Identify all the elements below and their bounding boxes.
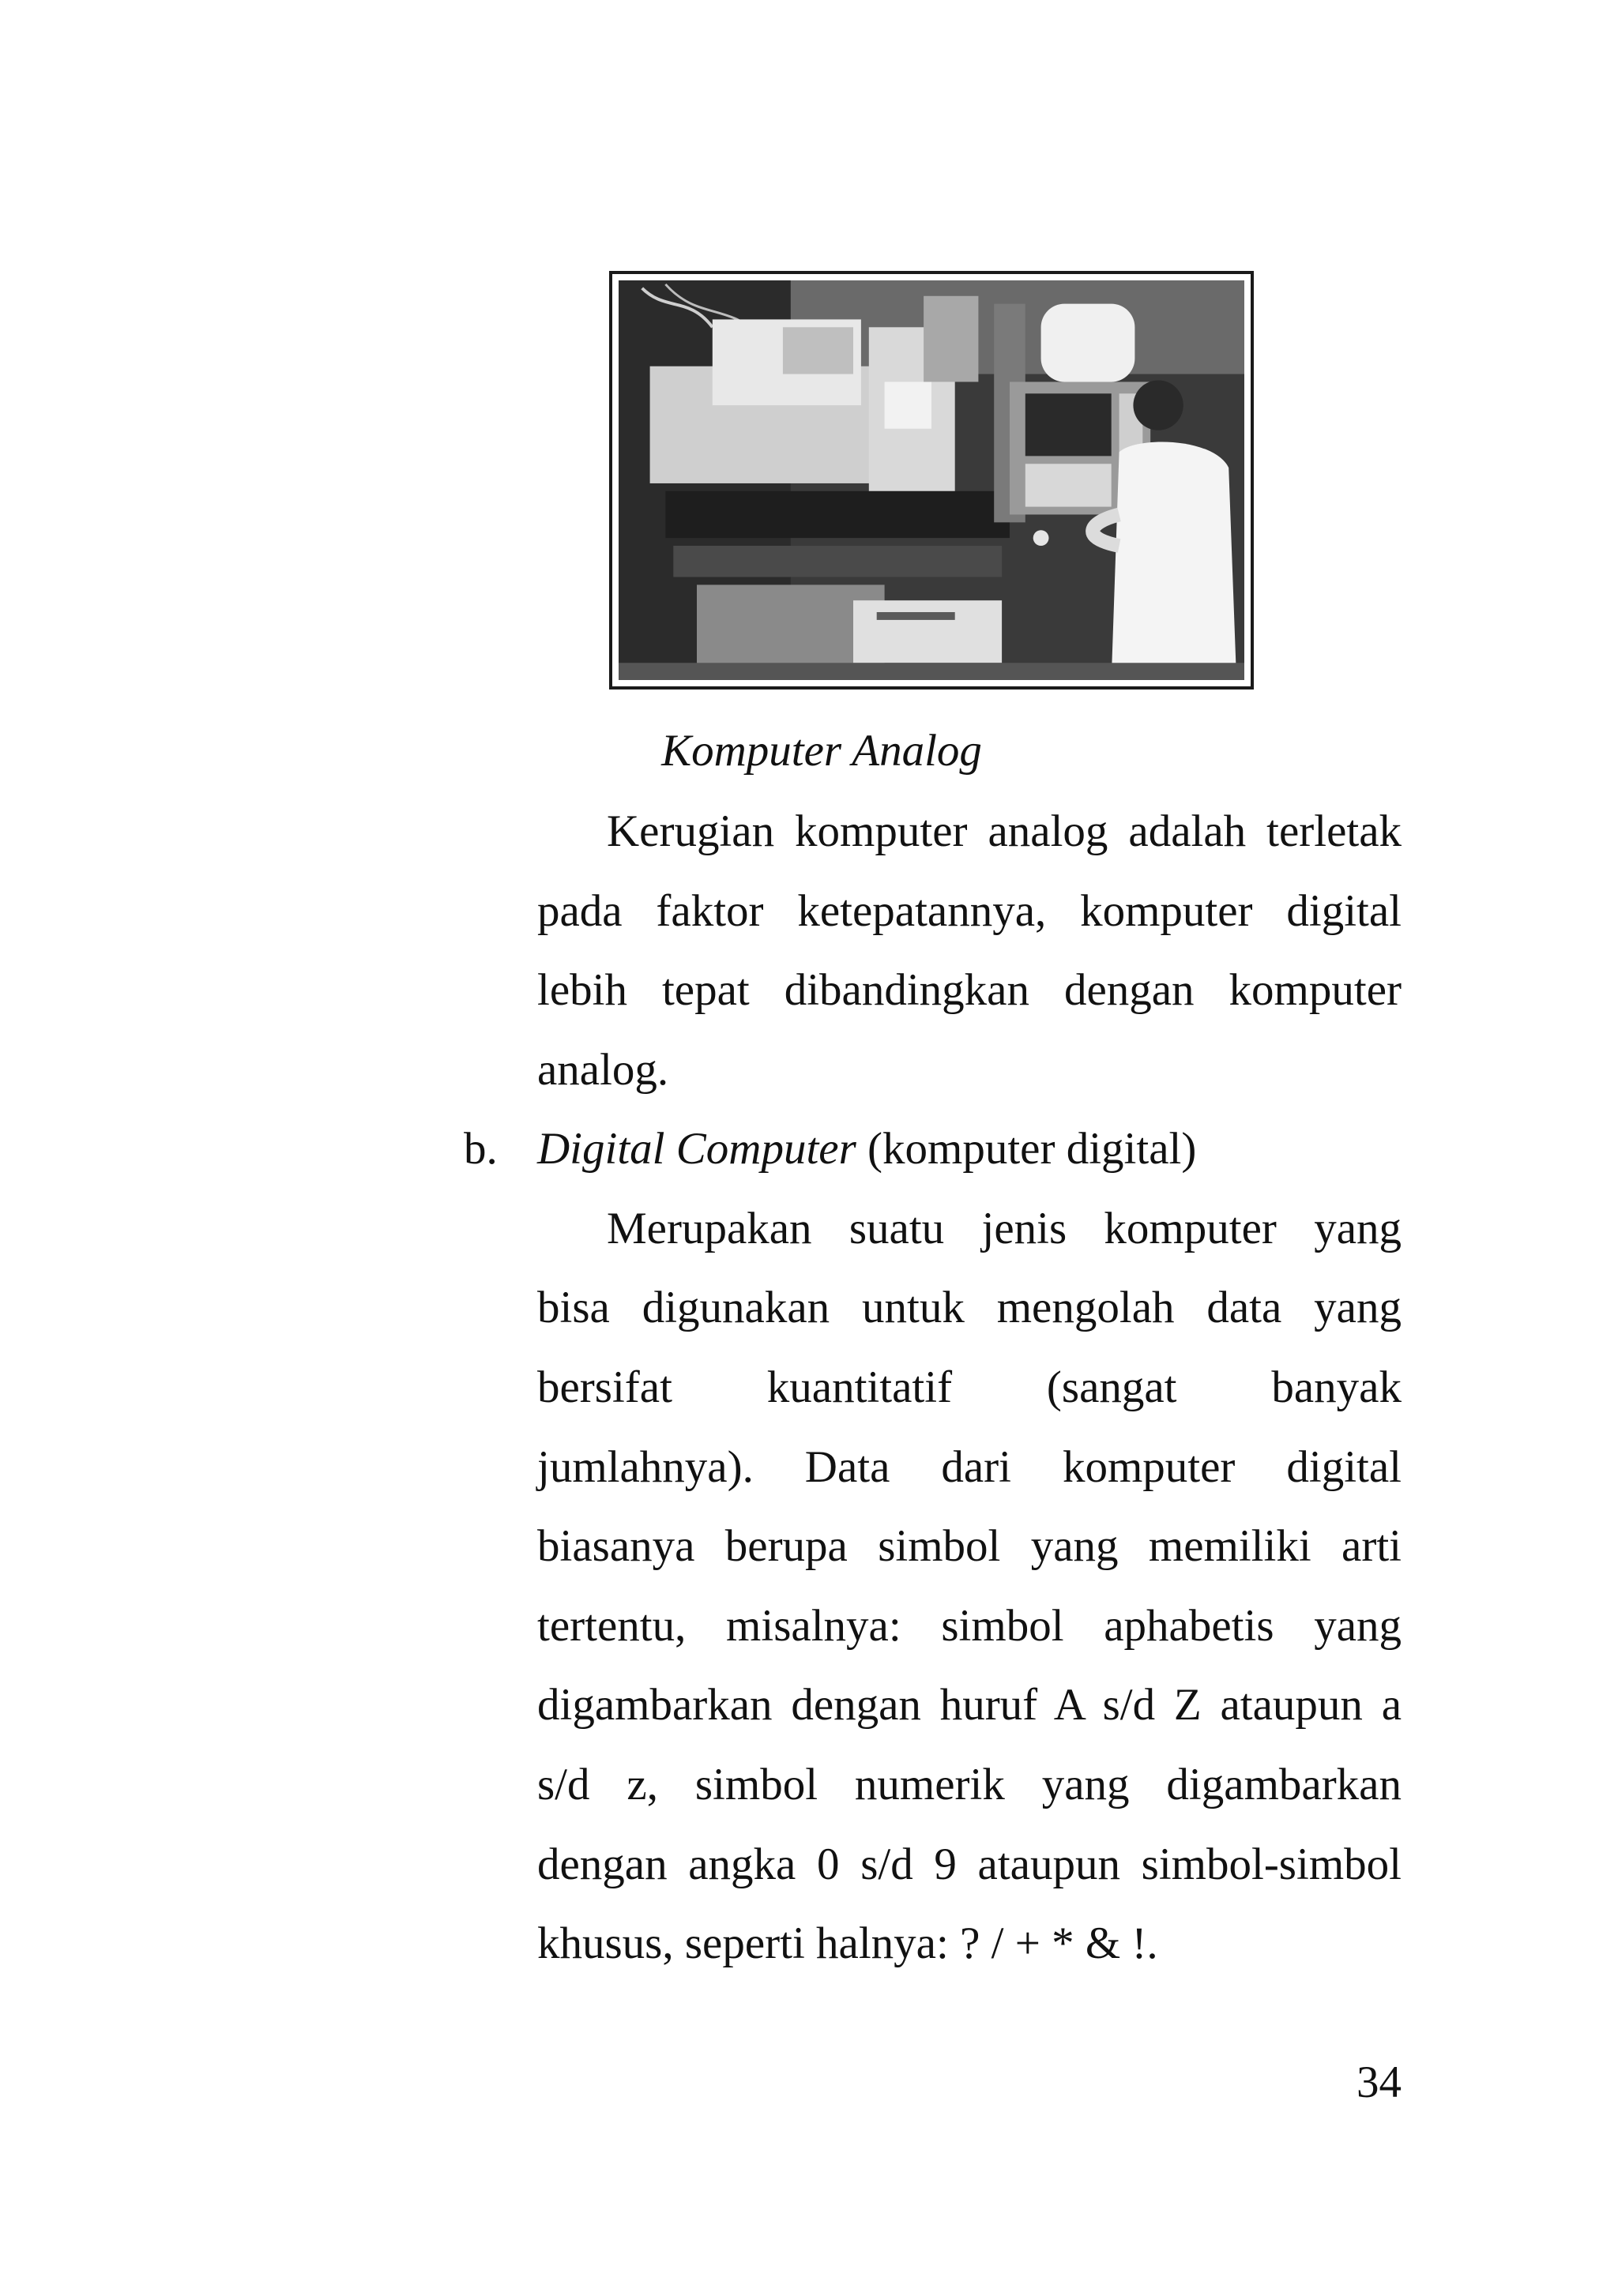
paragraph-2-line-7: digambarkan dengan huruf A s/d Z ataupun a <box>537 1680 1402 1730</box>
paragraph-2-line-3: bersifat kuantitatif (sangat banyak <box>537 1362 1402 1412</box>
paragraph-1-line-2: pada faktor ketepatannya, komputer digital <box>537 886 1402 936</box>
paragraph-2-line-6: tertentu, misalnya: simbol aphabetis yang <box>537 1601 1402 1651</box>
paragraph-1-line-3: lebih tepat dibandingkan dengan komputer <box>537 965 1402 1015</box>
paragraph-2-line-4: jumlahnya). Data dari komputer digital <box>537 1442 1402 1492</box>
paragraph-2-line-5: biasanya berupa simbol yang memiliki arti <box>537 1521 1402 1571</box>
paragraph-2-line-9: dengan angka 0 s/d 9 ataupun simbol-simbol <box>537 1839 1402 1889</box>
section-b-heading <box>537 1110 1402 1189</box>
paragraph-2-line-1: Merupakan suatu jenis komputer yang <box>607 1204 1402 1253</box>
paragraph-2-line-8: s/d z, simbol numerik yang digambarkan <box>537 1760 1402 1809</box>
analog-computer-photo <box>609 271 1254 690</box>
paragraph-2-line-10: khusus, seperti halnya: ? / + * & !. <box>537 1918 1158 1968</box>
paragraph-1-line-4: analog. <box>537 1045 669 1095</box>
section-b-title-italic: Digital Computer <box>537 1124 856 1174</box>
list-marker-b: b. <box>464 1124 498 1174</box>
section-b-title-rest: (komputer digital) <box>856 1124 1197 1174</box>
page-number: 34 <box>1356 2057 1402 2107</box>
figure-caption: Komputer Analog <box>661 726 982 776</box>
paragraph-2-line-2: bisa digunakan untuk mengolah data yang <box>537 1283 1402 1332</box>
machine-photo-illustration <box>619 280 1244 680</box>
paragraph-1-line-1: Kerugian komputer analog adalah terletak <box>607 806 1402 856</box>
